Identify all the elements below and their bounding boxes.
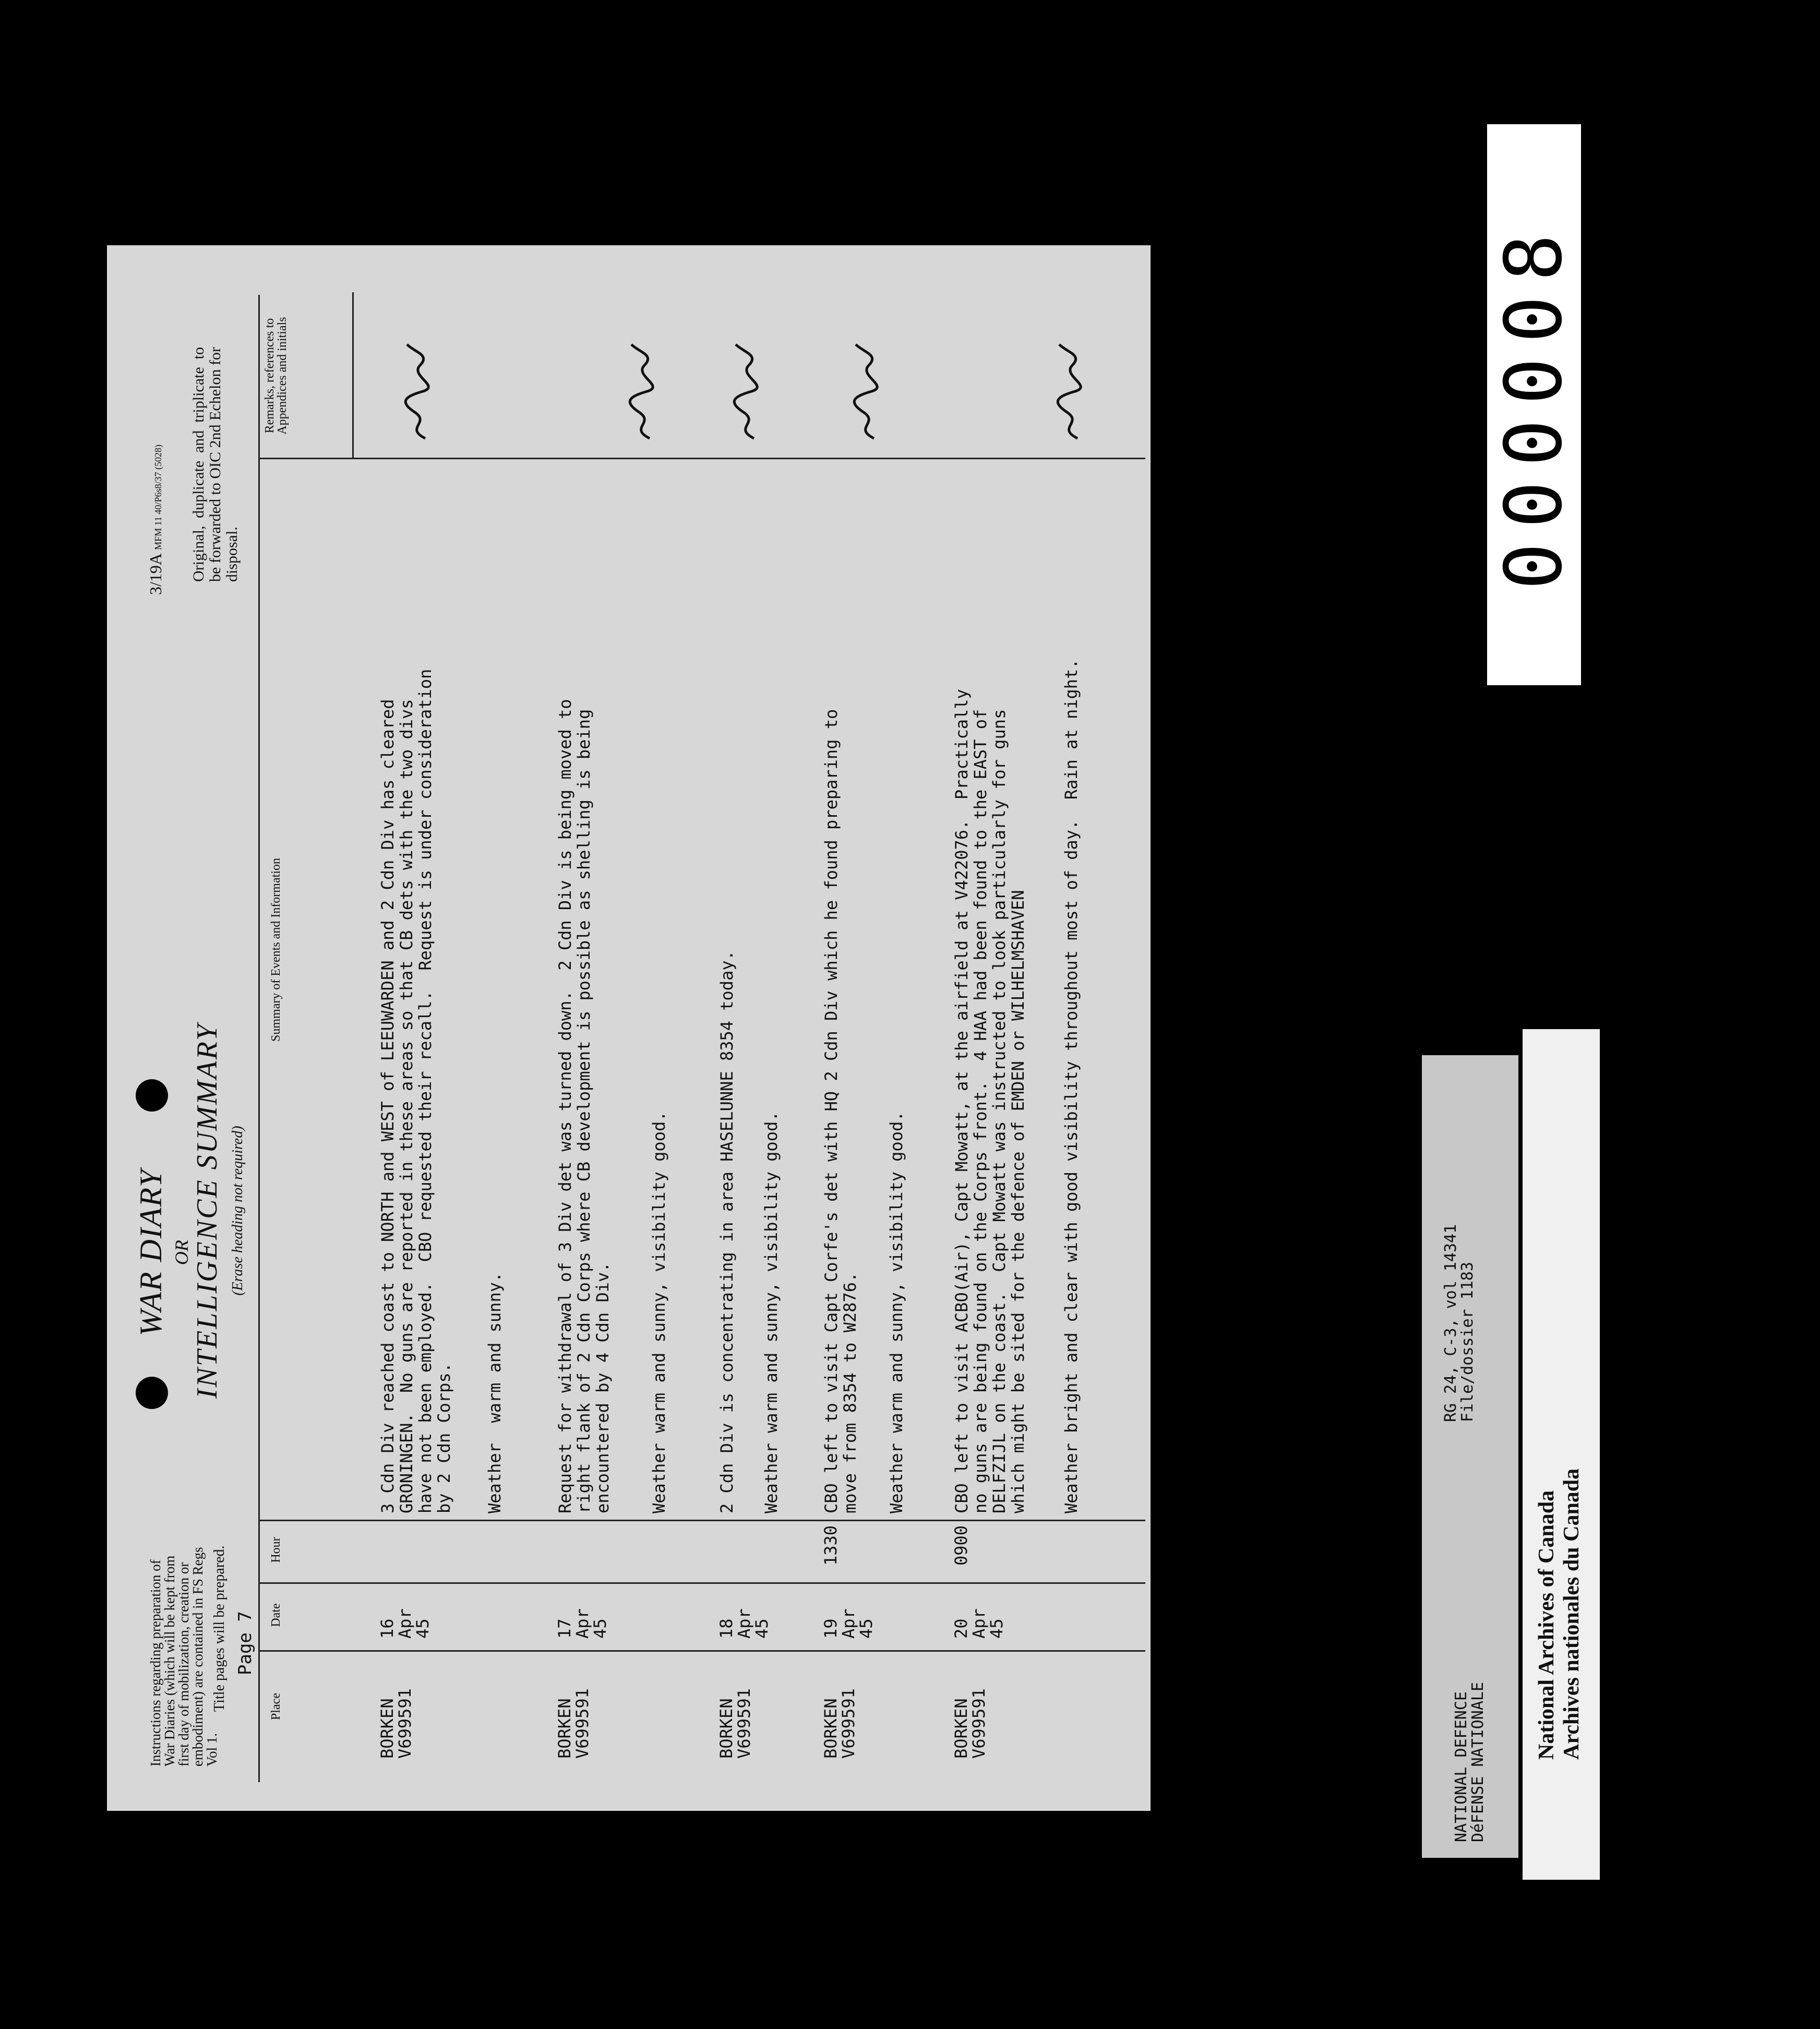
national-defence-text: NATIONAL DEFENCE xyxy=(1452,1691,1470,1842)
summary-line: encountered by 4 Cdn Div. xyxy=(593,1262,613,1513)
national-defence-block xyxy=(1453,1682,1487,1842)
sheet-content xyxy=(107,245,1151,1811)
date-year: 45 xyxy=(987,1618,1007,1639)
weather-note xyxy=(1062,444,1081,1513)
page-number: Page 7 xyxy=(235,1611,256,1675)
summary-line: no guns are being found on the Corps front. 4 HAA had been found to the EAST of xyxy=(971,709,990,1513)
date-year: 45 xyxy=(856,1618,876,1639)
summary-line: Weather warm and sunny, visibility good. xyxy=(887,1111,906,1513)
summary-line: right flank of 2 Cdn Corps where CB development is possible as shelling is being xyxy=(574,709,594,1513)
date-year: 45 xyxy=(590,1618,610,1639)
entry-date xyxy=(717,1608,771,1639)
punch-hole-left xyxy=(136,1377,168,1409)
col-date: Date xyxy=(269,1603,283,1627)
summary-line: which might be sited for the defence of EMDEN or WILHELMSHAVEN xyxy=(1008,890,1028,1513)
col-place: Place xyxy=(269,1693,283,1720)
date-day: 19 xyxy=(821,1618,841,1639)
reference-label xyxy=(1422,1055,1518,1858)
place-name: BORKEN xyxy=(951,1698,971,1759)
place-name: BORKEN xyxy=(377,1698,397,1759)
archives-label-content xyxy=(1523,1029,1600,1880)
entry-place xyxy=(822,1688,857,1759)
date-day: 16 xyxy=(377,1618,397,1639)
initials-signature xyxy=(624,339,660,444)
summary-line: CBO left to visit Capt Corfe's det with HQ 2 Cdn Div which he found preparing to xyxy=(821,709,841,1513)
initials-signature xyxy=(399,339,436,444)
entry-summary xyxy=(378,444,453,1513)
entry-hour: 1330 xyxy=(821,1525,841,1566)
summary-line: have not been employed. CBO requested their recall. Request is under consideration xyxy=(415,669,435,1513)
entry-hour: 0900 xyxy=(951,1525,971,1566)
record-group-text: RG 24, C-3, vol 14341 xyxy=(1442,1224,1460,1422)
entry-summary xyxy=(556,444,612,1513)
defense-nationale-text: DéFENSE NATIONALE xyxy=(1469,1681,1487,1842)
title-or: OR xyxy=(171,1240,192,1265)
file-dossier-text: File/dossier 1183 xyxy=(1458,1261,1477,1422)
date-year: 45 xyxy=(752,1618,772,1639)
archives-label xyxy=(1523,1029,1600,1880)
col-remarks: Remarks, references to Appendices and initials xyxy=(263,317,289,435)
entry-place xyxy=(952,1688,988,1759)
summary-line: Weather bright and clear with good visibility throughout most of day. Rain at night. xyxy=(1061,659,1081,1513)
place-name: BORKEN xyxy=(716,1698,736,1759)
place-grid: V699591 xyxy=(969,1688,989,1759)
place-name: BORKEN xyxy=(555,1698,574,1759)
disposal-note: Original, duplicate and triplicate to be forwarded to OIC 2nd Echelon for disposal. xyxy=(190,347,241,582)
archives-name-fr: Archives nationales du Canada xyxy=(1560,1468,1584,1760)
header-top-rule xyxy=(258,295,260,1782)
frame-counter xyxy=(1487,124,1581,685)
place-divider xyxy=(258,1650,1145,1652)
date-year: 45 xyxy=(413,1618,433,1639)
weather-note xyxy=(887,444,906,1513)
place-name: BORKEN xyxy=(821,1698,841,1759)
date-month: Apr xyxy=(395,1608,415,1639)
entry-date xyxy=(952,1608,1005,1639)
weather-note xyxy=(762,444,781,1513)
page-title: WAR DIARY xyxy=(134,1168,168,1336)
title-pages-note: Title pages will be prepared. xyxy=(211,1545,228,1712)
place-grid: V699591 xyxy=(734,1688,754,1759)
date-month: Apr xyxy=(969,1608,989,1639)
punch-hole-right xyxy=(136,1079,168,1112)
entry-place xyxy=(378,1688,414,1759)
war-diary-sheet xyxy=(107,245,1151,1811)
date-month: Apr xyxy=(839,1608,858,1639)
summary-line: GRONINGEN. No guns are reported in these areas so that CB dets with the two divs xyxy=(397,699,416,1513)
date-month: Apr xyxy=(572,1608,592,1639)
col-hour: Hour xyxy=(269,1537,283,1563)
summary-line: CBO left to visit ACBO(Air), Capt Mowatt, at the airfield at V422076. Practically xyxy=(952,689,972,1513)
summary-line: DELFZIJL on the coast. Capt Mowatt was instructed to look particularly for guns xyxy=(989,709,1009,1513)
date-day: 20 xyxy=(951,1618,971,1639)
weather-note xyxy=(485,444,504,1513)
entry-date xyxy=(378,1608,432,1639)
place-grid: V699591 xyxy=(395,1688,415,1759)
frame-number: 000008 xyxy=(1489,219,1579,590)
summary-line: Request for withdrawal of 3 Div det was turned down. 2 Cdn Div is being moved to xyxy=(555,699,575,1513)
summary-line: 2 Cdn Div is concentrating in area HASELUNNE 8354 today. xyxy=(717,950,737,1513)
archives-name-block xyxy=(1534,1469,1584,1760)
form-number xyxy=(146,445,165,595)
hour-divider xyxy=(258,1520,1145,1521)
weather-note xyxy=(650,444,668,1513)
entry-date xyxy=(822,1608,875,1639)
reference-label-content xyxy=(1422,1055,1518,1858)
record-group-block xyxy=(1443,1224,1476,1422)
entry-summary xyxy=(717,444,736,1513)
entry-place xyxy=(556,1688,591,1759)
form-number-text: 3/19A xyxy=(146,554,165,595)
date-day: 18 xyxy=(716,1618,736,1639)
summary-line: by 2 Cdn Corps. xyxy=(434,1363,454,1513)
erase-note: (Erase heading not required) xyxy=(230,1126,246,1296)
place-grid: V699591 xyxy=(839,1688,858,1759)
page-subtitle: INTELLIGENCE SUMMARY xyxy=(191,1022,223,1399)
summary-line: 3 Cdn Div reached coast to NORTH and WEST of LEEUWARDEN and 2 Cdn Div has cleared xyxy=(378,699,398,1513)
entry-place xyxy=(717,1688,753,1759)
date-day: 17 xyxy=(555,1618,574,1639)
form-code: MFM 11 40/P6s8/37 (5028) xyxy=(153,444,163,550)
date-divider xyxy=(258,1582,1145,1584)
initials-signature xyxy=(1051,339,1088,444)
summary-line: Weather warm and sunny. xyxy=(485,1272,505,1513)
summary-line: Weather warm and sunny, visibility good. xyxy=(649,1111,669,1513)
entry-summary xyxy=(952,444,1027,1513)
col-summary: Summary of Events and Information xyxy=(269,858,283,1042)
entry-date xyxy=(556,1608,609,1639)
entry-summary xyxy=(822,444,859,1513)
initials-signature xyxy=(848,339,884,444)
remarks-header-rule xyxy=(352,292,354,459)
instructions-text: Instructions regarding preparation of War Diaries (which will be kept from first day of mobilization, creation or embodiment) are contained in FS Regs Vol 1. xyxy=(148,1547,220,1767)
archives-name-en: National Archives of Canada xyxy=(1535,1490,1559,1760)
date-month: Apr xyxy=(734,1608,754,1639)
initials-signature xyxy=(728,339,764,444)
summary-line: move from 8354 to W2876. xyxy=(840,1272,860,1513)
place-grid: V699591 xyxy=(572,1688,592,1759)
summary-line: Weather warm and sunny, visibility good. xyxy=(761,1111,781,1513)
